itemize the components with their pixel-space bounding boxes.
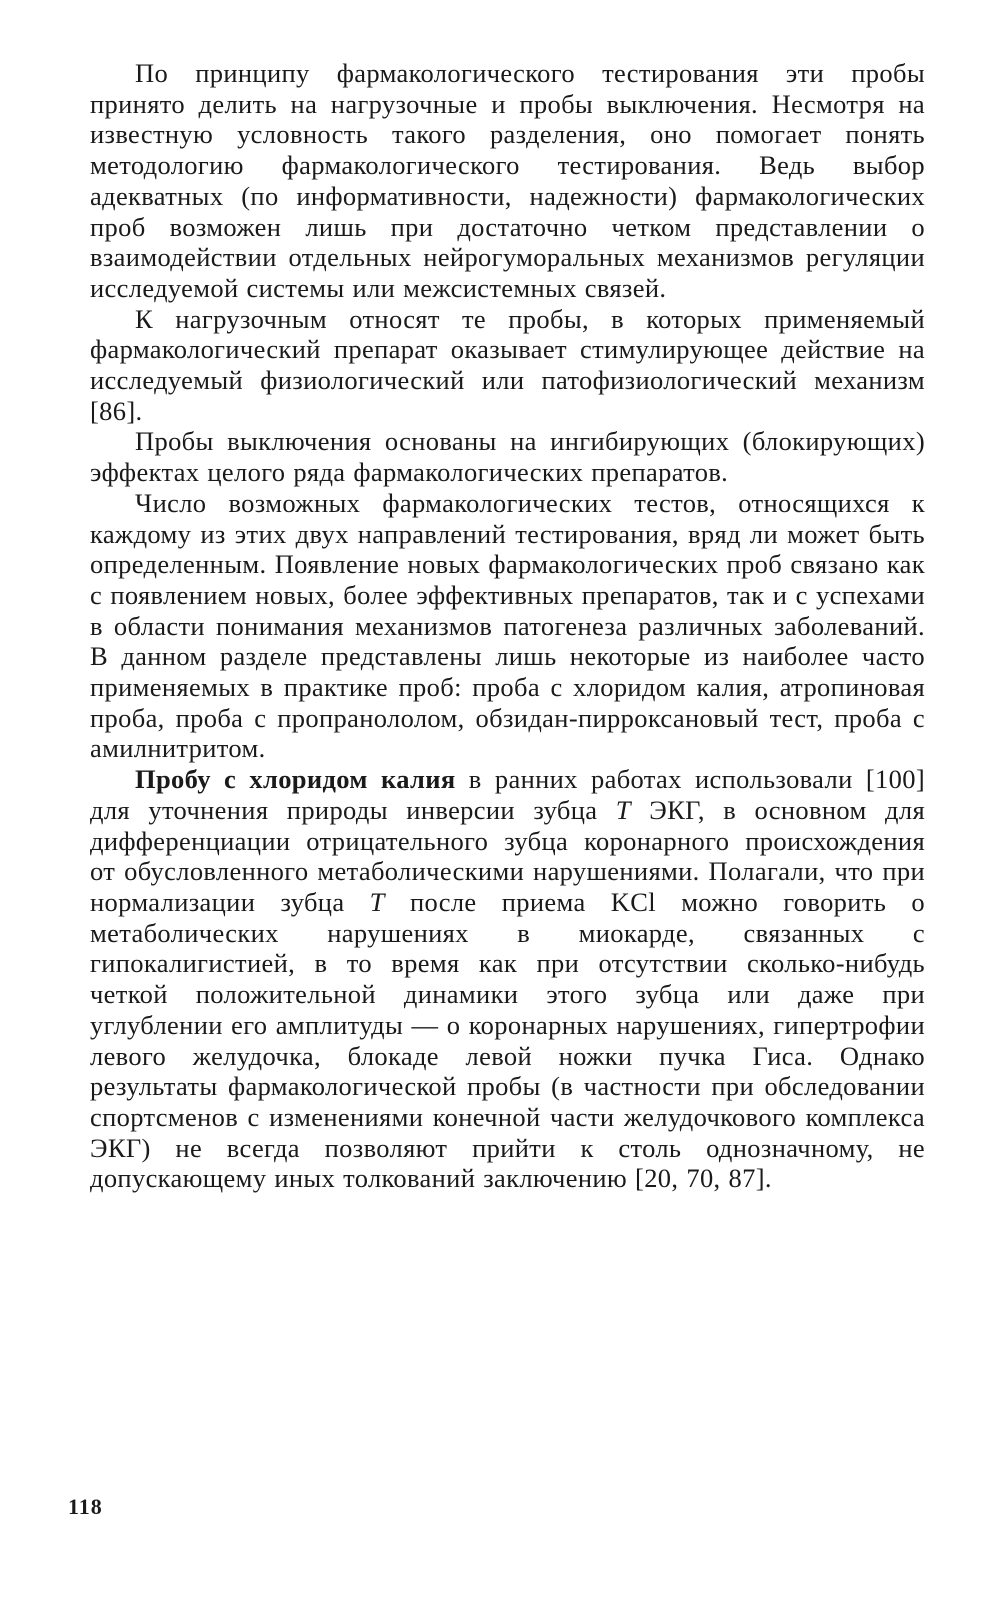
wave-t-symbol: T <box>369 886 385 917</box>
page-number: 118 <box>68 1494 103 1519</box>
paragraph-5 <box>90 764 925 1194</box>
bold-lead-term: Пробу с хлоридом калия <box>135 764 456 795</box>
paragraph-4: Число возможных фармакологических тестов, относящихся к каждому из этих двух направлений тестирования, вряд ли может быть определенным. Появление новых фармакологических проб связано как с появлением новых, более эффективных препаратов, так и с успехами в области понимания механизмов патогенеза различных заболеваний. В данном разделе представлены лишь некоторые из наиболее часто применяемых в практике проб: проба с хлоридом калия, атропиновая проба, проба с пропранололом, обзидан-пирроксановый тест, проба с амилнитритом. <box>90 487 925 764</box>
wave-t-symbol: T <box>615 794 631 825</box>
paragraph-1: По принципу фармакологического тестирования эти пробы принято делить на нагрузочные и пробы выключения. Несмотря на известную условность такого разделения, оно помогает понять методологию фармакологического тестирования. Ведь выбор адекватных (по информативности, надежности) фармакологических проб возможен лишь при достаточно четком представлении о взаимодействии отдельных нейрогуморальных механизмов регуляции исследуемой системы или межсистемных связей. <box>90 58 925 303</box>
paragraph-5-text-b: ЭКГ, в основном для дифференциации отрицательного зубца коронарного происхождения от обусловленного метаболическими нарушениями. Полагали, что при нормализации зубца <box>90 794 925 917</box>
page-body <box>90 58 925 1194</box>
paragraph-5-text-c: после приема KCl можно говорить о метаболических нарушениях в миокарде, связанных с гипокалигистией, в то время как при отсутствии сколько-нибудь четкой положительной динамики этого зубца или даже при углублении его амплитуды — о коронарных нарушениях, гипертрофии левого желудочка, блокаде левой ножки пучка Гиса. Однако результаты фармакологической пробы (в частности при обследовании спортсменов с изменениями конечной части желудочкового комплекса ЭКГ) не всегда позволяют прийти к столь однозначному, не допускающему иных толкований заключению [20, 70, 87]. <box>90 886 925 1194</box>
paragraph-5-text-a: в ранних работах использовали [100] для уточнения природы инверсии зубца <box>90 764 926 825</box>
paragraph-2: К нагрузочным относят те пробы, в которых применяемый фармакологический препарат оказывает стимулирующее действие на исследуемый физиологический или патофизиологический механизм [86]. <box>90 303 925 426</box>
paragraph-3: Пробы выключения основаны на ингибирующих (блокирующих) эффектах целого ряда фармакологических препаратов. <box>90 426 925 488</box>
